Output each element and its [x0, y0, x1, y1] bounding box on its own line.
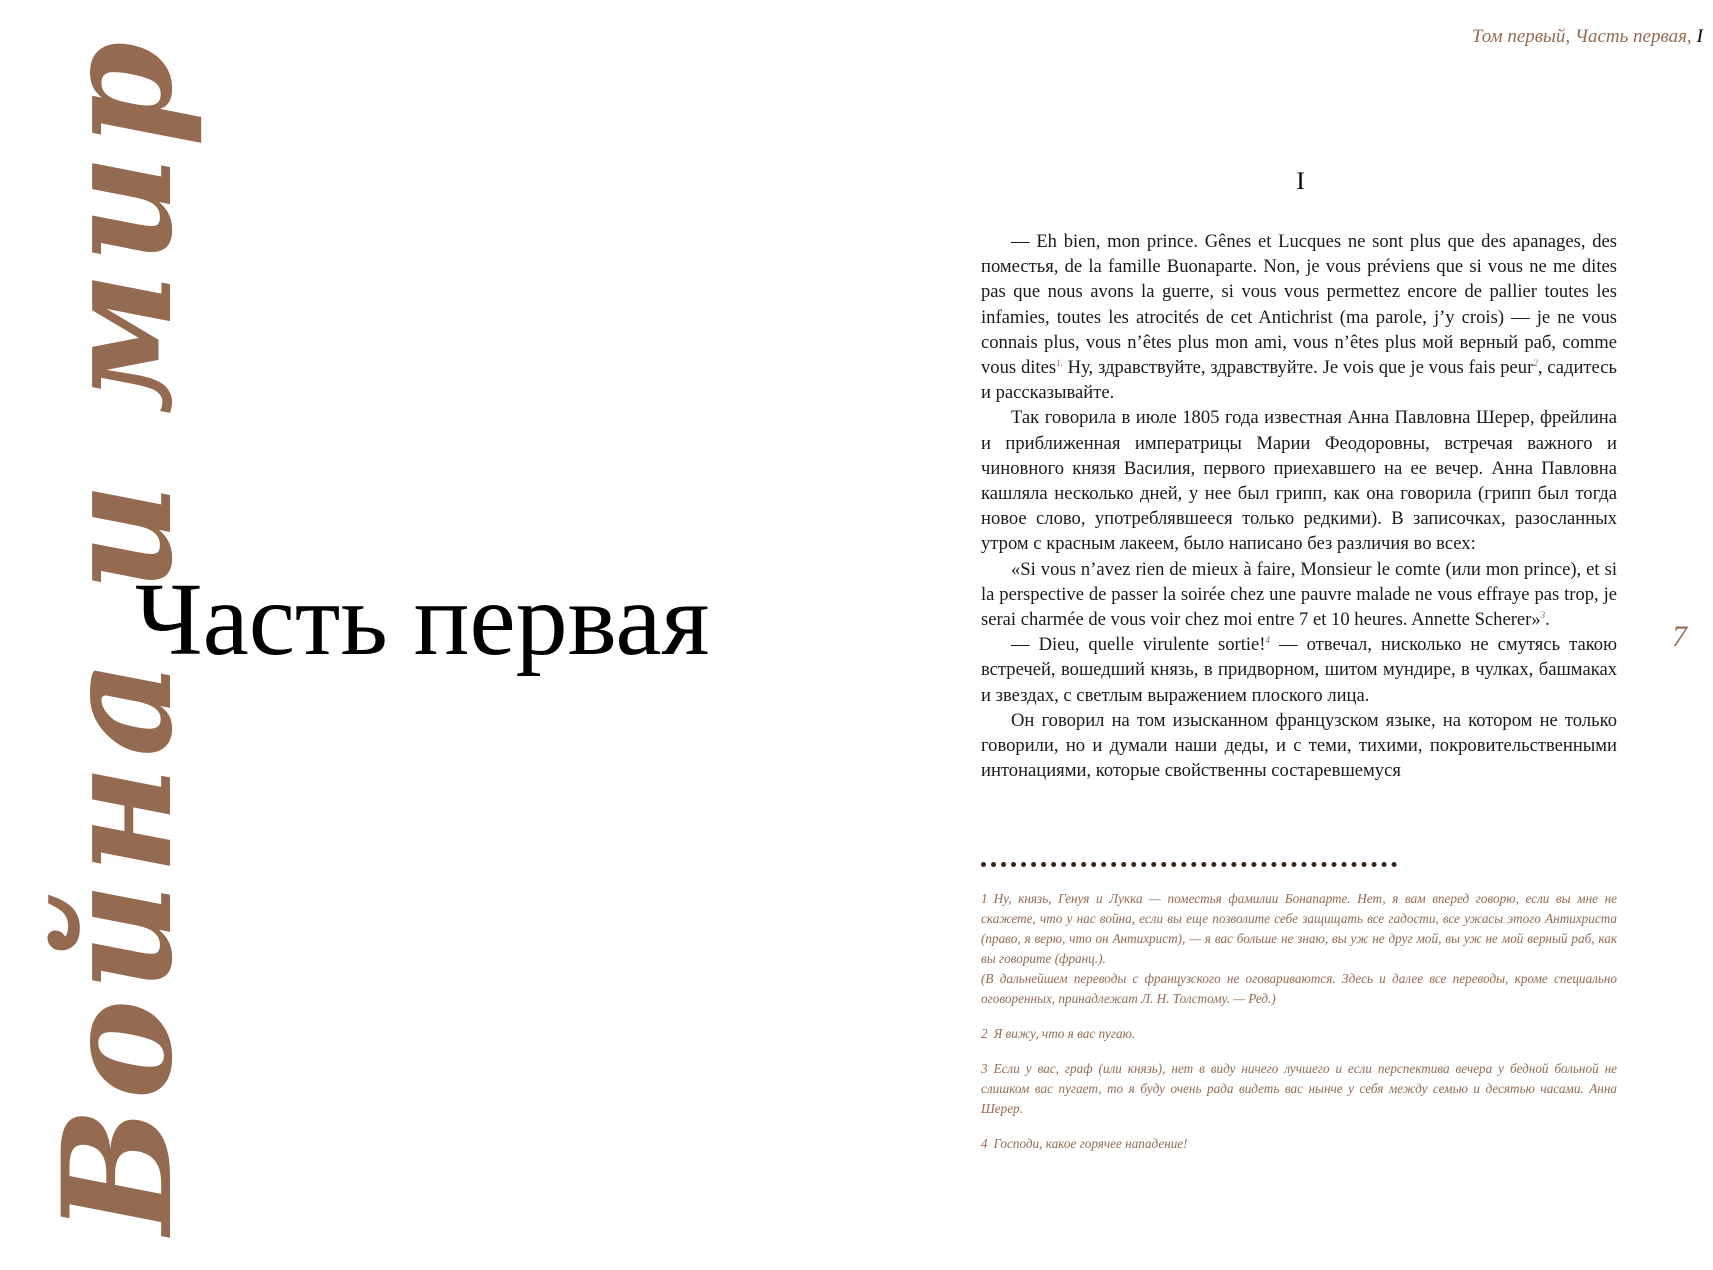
footnotes	[981, 889, 1617, 1169]
paragraph: Он говорил на том изысканном французском языке, на котором не только говорили, но и думали наши деды, и с теми, тихими, покровительственными интонациями, которые свойственны состаревшемуся	[981, 709, 1617, 782]
footnote	[981, 1059, 1617, 1119]
footnote-text: Я вижу, что я вас пугаю.	[993, 1026, 1136, 1041]
footnote-text: Господи, какое горячее нападение!	[993, 1136, 1188, 1151]
part-title: Часть первая	[135, 562, 710, 677]
page-number: 7	[1672, 620, 1687, 653]
book-title-vertical: Война и мир	[30, 33, 206, 1235]
footnote-ref[interactable]: 1.	[1056, 357, 1063, 368]
footnote-number: 1	[981, 891, 988, 906]
footnote-text: Ну, князь, Генуя и Лукка — поместья фамилии Бонапарте. Нет, я вам вперед говорю, если вы мне не скажете, что у нас война, если вы еще позволите себе защищать все гадости, все ужасы этого Антихриста (право, я верю, что он Антихрист), — я вас больше не знаю, вы уж не друг мой, вы уж не мой верный раб, как вы говорите (франц.).	[981, 891, 1617, 966]
footnote-editor-note	[981, 969, 1617, 1009]
footnote-number: 4	[981, 1136, 988, 1151]
footnote-number: 3	[981, 1061, 988, 1076]
footnote-ref[interactable]: 2	[1533, 357, 1538, 368]
footnote	[981, 1134, 1617, 1154]
footnote-number: 2	[981, 1026, 988, 1041]
paragraph: — Eh bien, mon prince. Gênes et Lucques ne sont plus que des apanages, des поместья, de la famille Buonaparte. Non, je vous préviens que si vous ne me dites pas que nous avons la guerre, si vous vous permettez encore de pallier toutes les infamies, toutes les atrocités de cet Antichrist (ma parole, j’y crois) — je ne vous connais plus, vous n’êtes plus mon ami, vous n’êtes plus мой верный раб, comme vous dites$^{1.}$ Ну, здравствуйте, здравствуйте. Je vois que je vous fais peur$^2$, садитесь и рассказывайте.	[981, 231, 1618, 404]
chapter-number: I	[1296, 168, 1305, 195]
running-head	[1472, 26, 1703, 48]
running-head-text: Том первый, Часть первая,	[1471, 26, 1692, 47]
paragraph: «Si vous n’avez rien de mieux à faire, Monsieur le comte (или mon prince), et si la perspective de passer la soirée chez une pauvre malade ne vous effraye pas trop, je serai charmée de vous voir chez moi entre 7 et 10 heures. Annette Scherer»$^3$.	[981, 558, 1617, 631]
footnote-text: (В дальнейшем переводы с французского не оговариваются. Здесь и далее все переводы, кроме специально оговоренных, принадлежат Л. Н. Толстому. — Ред.)	[981, 971, 1617, 1006]
footnote-ref[interactable]: 3	[1540, 609, 1546, 620]
paragraph: Так говорила в июле 1805 года известная Анна Павловна Шерер, фрейлина и приближенная императрицы Марии Феодоровны, встречая важного и чиновного князя Василия, первого приехавшего на ее вечер. Анна Павловна кашляла несколько дней, у нее был грипп, как она говорила (грипп был тогда новое слово, употреблявшееся только редкими). В записочках, разосланных утром с красным лакеем, было написано без различия во всех:	[981, 407, 1617, 555]
left-page	[0, 0, 856, 1270]
footnote-ref[interactable]: 4	[1265, 635, 1270, 646]
main-text	[981, 229, 1617, 783]
running-head-number: I	[1696, 26, 1703, 47]
paragraph: — Dieu, quelle virulente sortie!$^4$ — отвечал, нисколько не смутясь такою встречей, вошедший князь, в придворном, шитом мундире, в чулках, башмаках и звездах, с светлым выражением плоского лица.	[981, 634, 1617, 706]
footnote	[981, 889, 1617, 969]
footnote-separator	[981, 862, 1397, 867]
footnote	[981, 1024, 1617, 1044]
footnote-text: Если у вас, граф (или князь), нет в виду ничего лучшего и если перспектива вечера у бедной больной не слишком вас пугает, то я буду очень рада видеть вас нынче у себя между семью и десятью часами. Анна Шерер.	[981, 1061, 1617, 1116]
